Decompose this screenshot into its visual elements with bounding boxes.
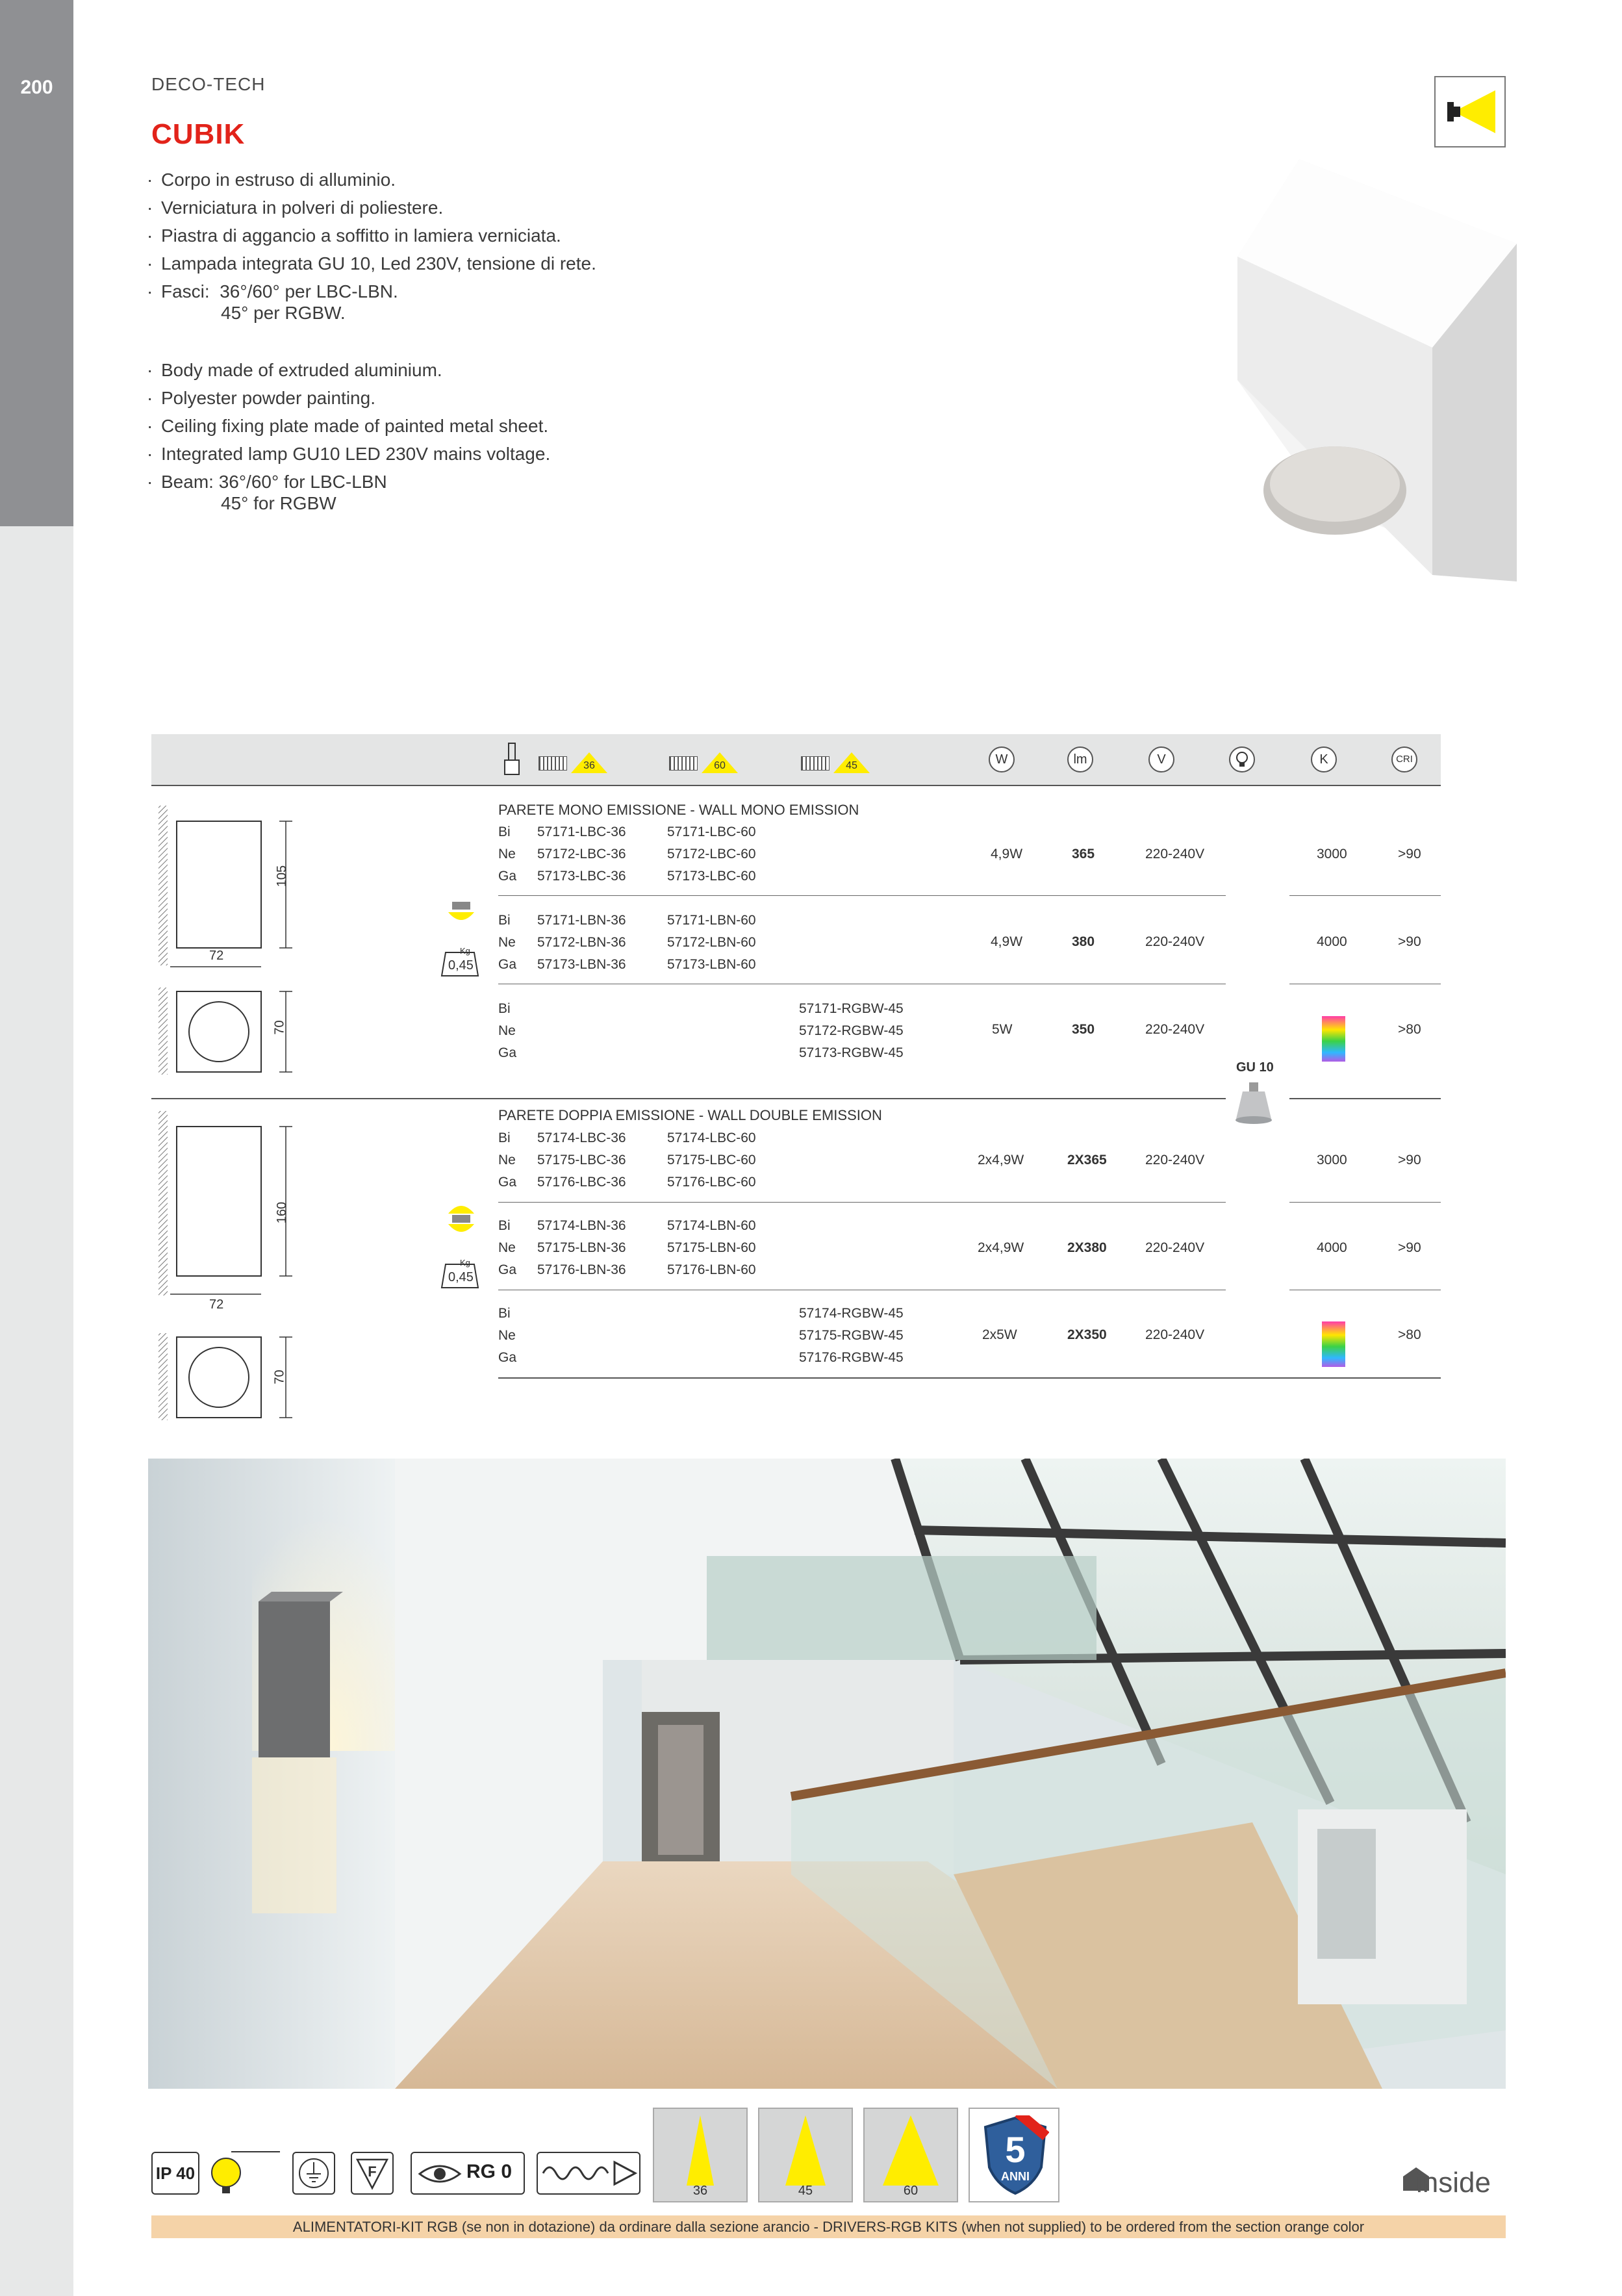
section-title-double: PARETE DOPPIA EMISSIONE - WALL DOUBLE EMISSION	[498, 1107, 882, 1123]
cri-value: >90	[1398, 1240, 1421, 1255]
beam-45-icon	[801, 752, 872, 773]
wall-light-category-icon	[1434, 76, 1506, 147]
earth-ground-icon	[292, 2152, 335, 2195]
product-title: CUBIK	[151, 118, 246, 150]
volt-value: 220-240V	[1145, 1240, 1205, 1255]
code-cell: 57174-LBN-60	[667, 1218, 756, 1233]
description-bullet: · Piastra di aggancio a soffitto in lamiera verniciata.	[147, 222, 1121, 249]
code-cell: 57172-LBN-60	[667, 935, 756, 950]
beam-60-box	[863, 2108, 958, 2202]
finish-cell: Ga	[498, 957, 517, 972]
brand-label: DECO-TECH	[151, 74, 266, 94]
code-cell: 57172-RGBW-45	[799, 1023, 904, 1038]
finish-cell: Bi	[498, 1218, 511, 1233]
ambience-photo	[148, 1459, 1506, 2089]
description-italian	[147, 166, 1121, 327]
finish-cell: Ga	[498, 1262, 517, 1277]
finish-cell: Ga	[498, 869, 517, 884]
finish-cell: Ne	[498, 1240, 516, 1255]
kelvin-icon: K	[1311, 746, 1337, 772]
lumen-value: 380	[1072, 934, 1095, 949]
finish-cell: Ne	[498, 847, 516, 861]
weight-value: 0,45	[448, 1270, 474, 1284]
kelvin-value: 4000	[1317, 934, 1347, 949]
volt-value: 220-240V	[1145, 847, 1205, 861]
watt-value: 5W	[992, 1022, 1013, 1037]
dimension-height: 105	[275, 865, 290, 887]
page-number: 200	[20, 77, 53, 98]
description-bullet: · Ceiling fixing plate made of painted metal sheet.	[147, 412, 1121, 440]
code-cell: 57172-LBC-60	[667, 847, 756, 861]
double-emission-icon	[447, 1198, 475, 1240]
code-cell: 57175-RGBW-45	[799, 1328, 904, 1343]
finish-cell: Ga	[498, 1175, 517, 1190]
brush-icon	[502, 742, 522, 778]
rgb-color-swatch	[1322, 1321, 1345, 1367]
code-cell: 57173-LBN-36	[537, 957, 626, 972]
f-mark-icon	[351, 2152, 394, 2195]
beam-36-box-label: 36	[692, 2184, 708, 2198]
beam-60-icon	[669, 752, 741, 773]
description-bullet: · Integrated lamp GU10 LED 230V mains voltage.	[147, 440, 1121, 468]
code-cell: 57173-LBC-36	[537, 869, 626, 884]
description-continuation: 45° per RGBW.	[221, 303, 346, 323]
finish-cell: Bi	[498, 1130, 511, 1145]
kelvin-value: 3000	[1317, 1153, 1347, 1167]
led-bulb-icon	[205, 2144, 283, 2196]
finish-cell: Bi	[498, 913, 511, 928]
mono-side-drawing	[156, 804, 305, 980]
beam-36-box	[653, 2108, 748, 2202]
code-cell: 57174-LBC-36	[537, 1130, 626, 1145]
inside-logo: inside	[1416, 2167, 1491, 2199]
beam-60-box-label: 60	[903, 2184, 919, 2198]
watt-value: 4,9W	[991, 847, 1023, 861]
finish-cell: Ne	[498, 1023, 516, 1038]
description-bullet: · Beam: 36°/60° for LBC-LBN	[147, 468, 1121, 496]
finish-cell: Bi	[498, 824, 511, 839]
beam-36-label: 36	[583, 760, 595, 771]
code-cell: 57171-RGBW-45	[799, 1001, 904, 1016]
cri-icon: CRI	[1391, 746, 1417, 772]
code-cell: 57175-LBN-36	[537, 1240, 626, 1255]
rgb-color-swatch	[1322, 1016, 1345, 1062]
volt-icon: V	[1148, 746, 1174, 772]
dimension-width: 72	[209, 949, 224, 963]
guarantee-badge	[969, 2108, 1059, 2202]
description-bullet: · Polyester powder painting.	[147, 384, 1121, 412]
dimension-depth: 70	[272, 1370, 287, 1384]
code-cell: 57171-LBC-60	[667, 824, 756, 839]
cri-value: >90	[1398, 1153, 1421, 1167]
section-divider	[151, 1098, 1226, 1099]
mono-front-drawing	[156, 986, 305, 1084]
description-bullet: · Verniciatura in polveri di poliestere.	[147, 194, 1121, 222]
dimension-width: 72	[209, 1297, 224, 1312]
weight-unit: Kg	[460, 1258, 470, 1268]
watt-icon: W	[989, 746, 1015, 772]
finish-cell: Ga	[498, 1350, 517, 1365]
row-divider	[1289, 895, 1441, 896]
code-cell: 57175-LBC-36	[537, 1153, 626, 1167]
finish-cell: Bi	[498, 1306, 511, 1321]
weight-value: 0,45	[448, 958, 474, 973]
finish-cell: Ne	[498, 935, 516, 950]
code-cell: 57173-RGBW-45	[799, 1045, 904, 1060]
section-divider	[1289, 1098, 1441, 1099]
watt-value: 2x4,9W	[978, 1153, 1024, 1167]
cri-value: >90	[1398, 847, 1421, 861]
volt-value: 220-240V	[1145, 1327, 1205, 1342]
lumen-value: 2X380	[1067, 1240, 1107, 1255]
beam-36-icon	[539, 752, 610, 773]
risk-group-badge	[411, 2152, 525, 2195]
watt-value: 2x5W	[982, 1327, 1017, 1342]
watt-value: 4,9W	[991, 934, 1023, 949]
code-cell: 57175-LBN-60	[667, 1240, 756, 1255]
risk-group-label: RG 0	[466, 2161, 513, 2182]
code-cell: 57176-LBC-60	[667, 1175, 756, 1190]
guarantee-label: ANNI	[1001, 2170, 1030, 2183]
code-cell: 57172-LBC-36	[537, 847, 626, 861]
svg-text:F: F	[368, 2163, 377, 2180]
beam-60-label: 60	[714, 760, 726, 771]
volt-value: 220-240V	[1145, 1022, 1205, 1037]
lumen-value: 350	[1072, 1022, 1095, 1037]
cri-value: >90	[1398, 934, 1421, 949]
volt-value: 220-240V	[1145, 934, 1205, 949]
section-title-mono: PARETE MONO EMISSIONE - WALL MONO EMISSION	[498, 802, 859, 818]
kelvin-value: 3000	[1317, 847, 1347, 861]
cri-value: >80	[1398, 1327, 1421, 1342]
code-cell: 57174-LBN-36	[537, 1218, 626, 1233]
finish-cell: Ne	[498, 1328, 516, 1343]
guarantee-number: 5	[1005, 2129, 1026, 2170]
description-continuation: 45° for RGBW	[221, 493, 336, 513]
ip-rating-badge: IP 40	[151, 2152, 199, 2195]
code-cell: 57171-LBC-36	[537, 824, 626, 839]
code-cell: 57176-LBN-60	[667, 1262, 756, 1277]
row-divider	[1289, 1202, 1441, 1203]
lumen-value: 2X350	[1067, 1327, 1107, 1342]
dimension-height: 160	[275, 1201, 290, 1224]
row-divider	[498, 1202, 1226, 1203]
description-english	[147, 356, 1121, 517]
code-cell: 57175-LBC-60	[667, 1153, 756, 1167]
gu10-lamp-icon	[1231, 1081, 1276, 1127]
code-cell: 57174-LBC-60	[667, 1130, 756, 1145]
table-header	[151, 734, 1441, 785]
description-bullet: · Fasci: 36°/60° per LBC-LBN.	[147, 277, 1121, 305]
beam-45-label: 45	[846, 760, 857, 771]
code-cell: 57173-LBC-60	[667, 869, 756, 884]
volt-value: 220-240V	[1145, 1153, 1205, 1167]
table-bottom-line	[498, 1377, 1441, 1379]
lamp-type-label: GU 10	[1236, 1060, 1274, 1075]
code-cell: 57176-LBC-36	[537, 1175, 626, 1190]
description-bullet: · Corpo in estruso di alluminio.	[147, 166, 1121, 194]
dimmable-driver-icon	[537, 2152, 640, 2195]
finish-cell: Ga	[498, 1045, 517, 1060]
product-photo	[1211, 159, 1523, 588]
footer-note: ALIMENTATORI-KIT RGB (se non in dotazione) da ordinare dalla sezione arancio - DRIVERS-RGB KITS (when not supplied) to be ordered from the section orange color	[151, 2215, 1506, 2238]
finish-cell: Bi	[498, 1001, 511, 1016]
lumen-value: 2X365	[1067, 1153, 1107, 1167]
table-divider	[151, 785, 1441, 786]
cri-value: >80	[1398, 1022, 1421, 1037]
mono-emission-icon	[447, 902, 475, 929]
beam-45-box-label: 45	[798, 2184, 813, 2198]
watt-value: 2x4,9W	[978, 1240, 1024, 1255]
lumen-value: 365	[1072, 847, 1095, 861]
description-bullet: · Body made of extruded aluminium.	[147, 356, 1121, 384]
code-cell: 57176-RGBW-45	[799, 1350, 904, 1365]
description-bullet: · Lampada integrata GU 10, Led 230V, tensione di rete.	[147, 249, 1121, 277]
finish-cell: Ne	[498, 1153, 516, 1167]
code-cell: 57172-LBN-36	[537, 935, 626, 950]
code-cell: 57173-LBN-60	[667, 957, 756, 972]
code-cell: 57171-LBN-36	[537, 913, 626, 928]
dimension-depth: 70	[272, 1020, 287, 1035]
kelvin-value: 4000	[1317, 1240, 1347, 1255]
beam-45-box	[758, 2108, 853, 2202]
bulb-icon	[1229, 746, 1255, 772]
lumen-icon: lm	[1067, 746, 1093, 772]
weight-unit: Kg	[460, 946, 470, 956]
row-divider	[498, 895, 1226, 896]
code-cell: 57176-LBN-36	[537, 1262, 626, 1277]
code-cell: 57171-LBN-60	[667, 913, 756, 928]
code-cell: 57174-RGBW-45	[799, 1306, 904, 1321]
